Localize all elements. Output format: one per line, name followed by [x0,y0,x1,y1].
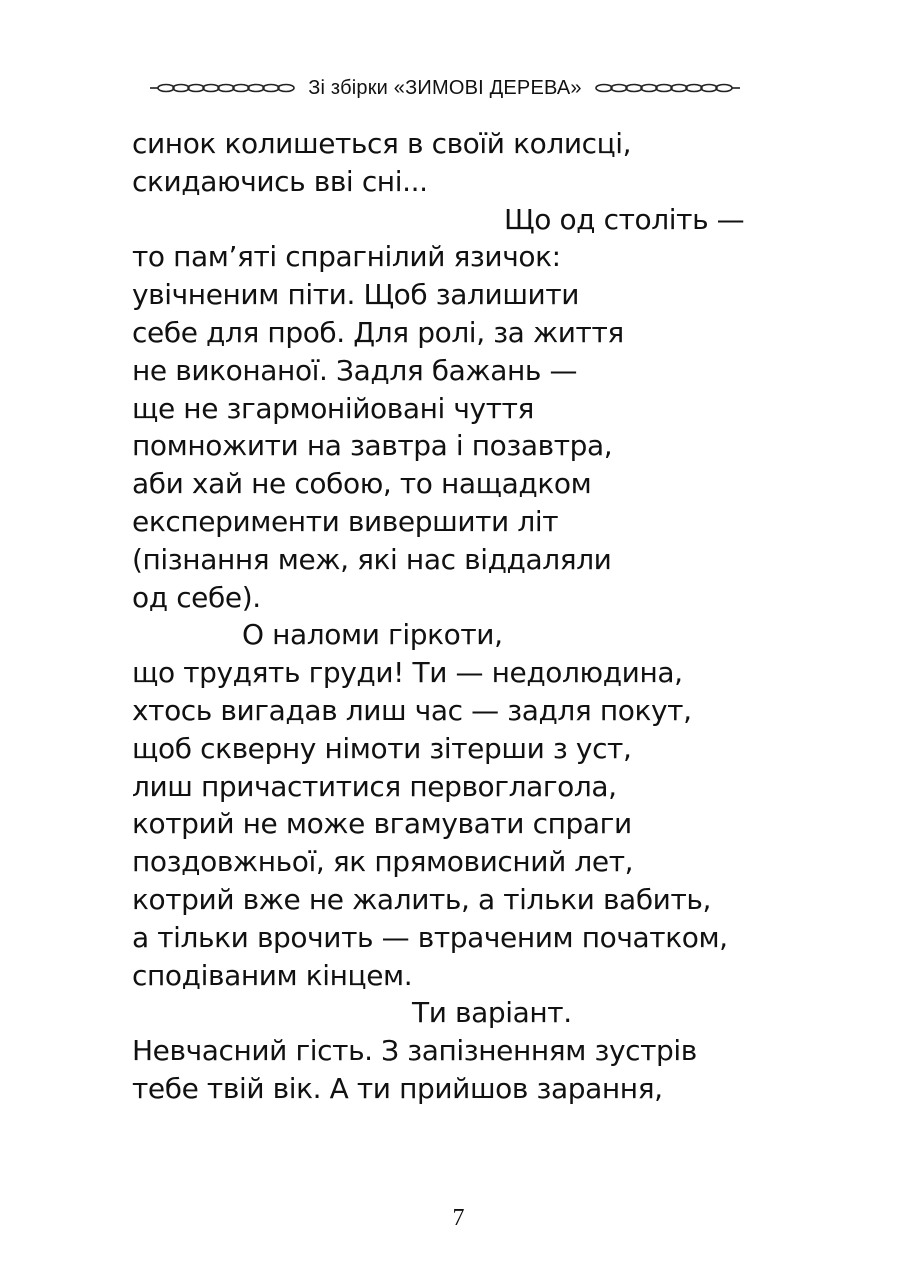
poem-line: щоб скверну німоти зітерши з уст, [132,731,632,765]
poem-line: скидаючись вві сні... [132,164,428,198]
poem-line: тебе твій вік. А ти прийшов зарання, [132,1071,663,1105]
poem-line: аби хай не собою, то нащадком [132,467,592,501]
poem-line: котрий не може вгамувати спраги [132,807,632,841]
page-number: 7 [452,1205,465,1231]
poem-line: експерименти вивершити літ [132,504,559,538]
poem-line: Невчасний гість. З запізненням зустрів [132,1034,697,1068]
left-ornament-icon [148,81,298,95]
right-ornament-icon [592,81,742,95]
poem-line: синок колишеться в своїй колисці, [132,127,632,160]
poem-line: лиш причаститися первоглагола, [132,769,617,803]
poem-line: Що од століть — [504,202,745,236]
poem-line: увічненим піти. Щоб залишити [132,278,580,312]
poem-line: котрий вже не жалить, а тільки вабить, [132,882,711,916]
poem-line: помножити на завтра і позавтра, [132,429,613,463]
poem-line: Ти варіант. [412,996,572,1030]
poem-line: (пізнання меж, які нас віддаляли [132,542,612,576]
poem-line: себе для проб. Для ролі, за життя [132,315,624,349]
poem-line: то пам’яті спрагнілий язичок: [132,240,561,274]
header-title: Зі збірки «ЗИМОВІ ДЕРЕВА» [308,76,582,99]
poem-line: ще не згармонійовані чуття [132,391,534,425]
running-header [120,70,770,106]
poem-line: не виконаної. Задля бажань — [132,353,578,387]
poem-text [132,125,812,1108]
poem-line: поздовжньої, як прямовисний лет, [132,845,634,879]
poem-line: а тільки врочить — втраченим початком, [132,920,728,954]
poem-line: що трудять груди! Ти — недолюдина, [132,656,683,690]
poem-line: сподіваним кінцем. [132,958,413,992]
poem-line: од себе). [132,580,261,614]
poem-line: О наломи гіркоти, [242,618,503,652]
poem-line: хтось вигадав лиш час — задля покут, [132,693,692,727]
